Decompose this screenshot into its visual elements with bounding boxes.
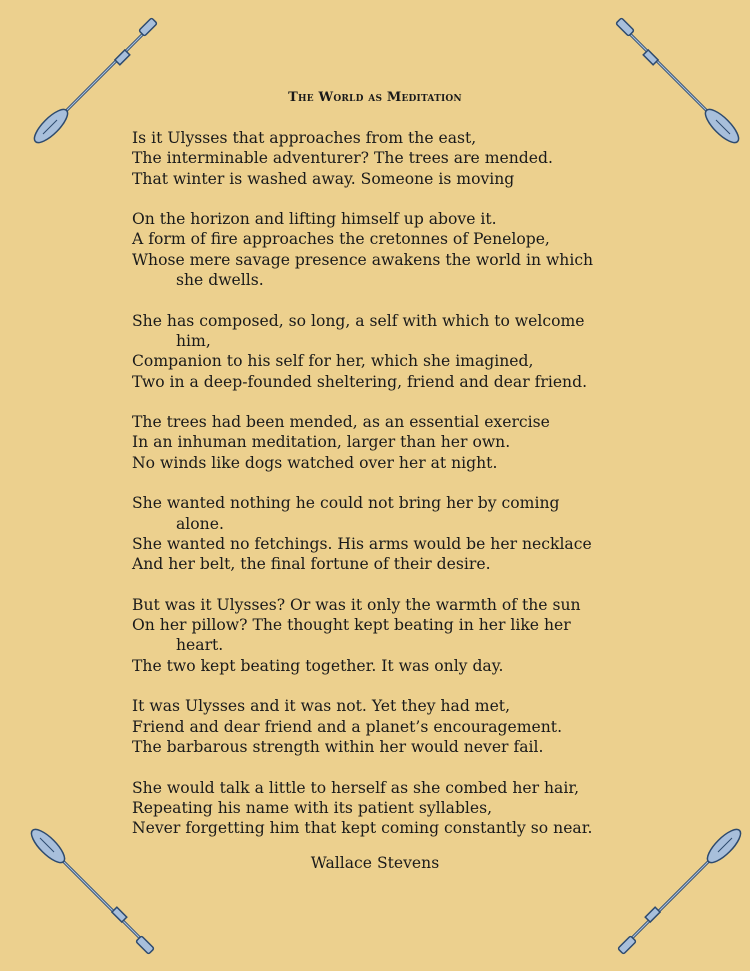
stanza bbox=[132, 778, 652, 839]
poem-line: The two kept beating together. It was only day. bbox=[132, 656, 504, 675]
poem-line: But was it Ulysses? Or was it only the warmth of the sun bbox=[132, 595, 581, 614]
stanza bbox=[132, 128, 652, 189]
poem-line: The barbarous strength within her would never fail. bbox=[132, 737, 544, 756]
poem-line: And her belt, the final fortune of their desire. bbox=[132, 555, 491, 574]
poem-line: That winter is washed away. Someone is moving bbox=[132, 169, 515, 188]
poem-line: The trees had been mended, as an essential exercise bbox=[132, 413, 550, 432]
stanza bbox=[132, 595, 652, 676]
stanza bbox=[132, 696, 652, 757]
poem-title: The World as Meditation bbox=[288, 90, 462, 105]
poem-line: Companion to his self for her, which she imagined, bbox=[132, 352, 534, 371]
poem-line: In an inhuman meditation, larger than her own. bbox=[132, 433, 511, 452]
poem-body bbox=[132, 128, 652, 859]
poem-line: No winds like dogs watched over her at night. bbox=[132, 453, 498, 472]
poem-line: Never forgetting him that kept coming constantly so near. bbox=[132, 819, 593, 838]
poem-line: On the horizon and lifting himself up above it. bbox=[132, 210, 497, 229]
stanza bbox=[132, 493, 652, 574]
stanza bbox=[132, 209, 652, 290]
poem-line-continuation: alone. bbox=[176, 514, 224, 533]
poem-line-continuation: she dwells. bbox=[176, 271, 264, 290]
poem-line: The interminable adventurer? The trees are mended. bbox=[132, 149, 553, 168]
poem-line-continuation: him, bbox=[176, 331, 211, 350]
poem-line: A form of fire approaches the cretonnes of Penelope, bbox=[132, 230, 550, 249]
poem-line-continuation: heart. bbox=[176, 636, 224, 655]
poem-line: Is it Ulysses that approaches from the east, bbox=[132, 129, 477, 147]
poem-line: She wanted nothing he could not bring her by coming bbox=[132, 494, 560, 513]
poem-line: It was Ulysses and it was not. Yet they had met, bbox=[132, 697, 511, 716]
poem-line: Repeating his name with its patient syllables, bbox=[132, 798, 493, 817]
poem-line: Whose mere savage presence awakens the world in which bbox=[132, 250, 594, 269]
poem-line: She wanted no fetchings. His arms would be her necklace bbox=[132, 534, 592, 553]
poem-line: Two in a deep-founded sheltering, friend and dear friend. bbox=[132, 372, 588, 391]
stanza bbox=[132, 311, 652, 392]
stanza bbox=[132, 412, 652, 473]
poem-line: She has composed, so long, a self with which to welcome bbox=[132, 311, 585, 330]
poem-line: She would talk a little to herself as she combed her hair, bbox=[132, 778, 580, 797]
poem-line: Friend and dear friend and a planet’s encouragement. bbox=[132, 717, 563, 736]
poem-author: Wallace Stevens bbox=[310, 854, 440, 872]
poem-line: On her pillow? The thought kept beating in her like her bbox=[132, 616, 571, 635]
